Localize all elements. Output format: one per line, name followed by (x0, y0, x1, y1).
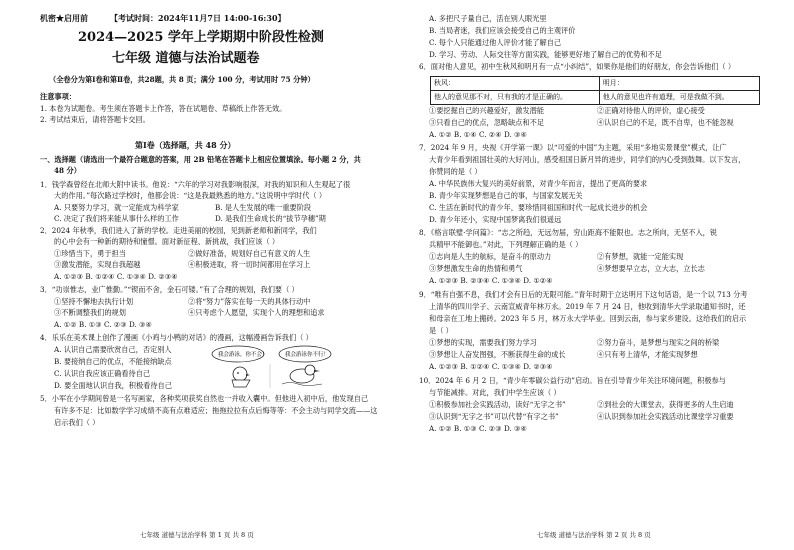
q7-option-c: C. 生活在新时代的青少年，要珍惜同祖国和时代一起成长进步的机会 (429, 203, 648, 212)
q6-table-header-left: 秋风： (431, 77, 600, 91)
q6-item-3: ③只看自己的优点，忽略缺点和不足 (429, 118, 545, 127)
q10-item-4: ④认识到参加社会实践活动比课堂学习重要 (597, 412, 734, 421)
exam-title: 2024—2025 学年上学期期中阶段性检测 (78, 30, 324, 45)
q5-option-b: B. 当局者迷，我们应该会接受自己的主观评价 (429, 26, 576, 35)
q2-item-2: ②做好准备，规划好自己有意义的人生 (188, 249, 311, 258)
q10-options: A. ①② B. ①③ C. ②③ D. ③④ (429, 424, 527, 433)
comic-left-speech: 我会游泳，你不会！ (218, 352, 268, 358)
q6-stem: 6．面对他人意见，初中生秋风和明月有一点“小纠结”，如果你是他们的好朋友，你会告诉他们（ ） (419, 62, 736, 71)
q1-stem-2: 大的作用。”每次路过学校时，他都会说：“这是我最熟悉的地方。”这说明中学时代（ ） (54, 191, 327, 200)
q6-table-cell-left: 他人的意见那不对，只有我的才是正确的。 (431, 91, 600, 105)
notice-heading: 注意事项： (40, 92, 76, 101)
q9-item-4: ④只有考上清华，才能实现梦想 (597, 350, 698, 359)
q10-item-1: ①积极参加社会实践活动，读好“无字之书” (429, 400, 566, 409)
q4-option-c: C. 认识自我应该正确看待自己 (54, 369, 151, 378)
part1-instructions-2: 48 分） (54, 166, 81, 175)
q8-options: A. ①②③ B. ②③④ C. ①③④ D. ①②④ (429, 276, 553, 285)
q10-item-3: ③认识到“无字之书”可以代替“有字之书” (429, 412, 559, 421)
q2-options: A. ①②③ B. ①②④ C. ①③④ D. ②③④ (54, 272, 178, 281)
notice-2: 2. 考试结束后，请将答题卡交回。 (40, 115, 150, 124)
q5-option-c: C. 每个人只能通过他人评价才能了解自己 (429, 38, 562, 47)
q9-stem-4: 是（ ） (429, 326, 453, 335)
q5-stem: 5．小军在小学期间曾是一名写画家，各种奖项获奖自然也一并收入囊中。但他进入初中后，他发现自己 (40, 394, 369, 403)
notice-1: 1. 本卷为试题卷。考生须在答题卡上作答，答在试题卷、草稿纸上作答无效。 (40, 104, 287, 113)
q9-item-3: ③梦想让人奋发图强，不断获得生命的成长 (429, 350, 566, 359)
q8-item-2: ②有梦想，就能一定能实现 (597, 252, 684, 261)
q2-item-1: ①珍惜当下，勇于担当 (54, 249, 126, 258)
subject-title: 七年级 道德与法治试题卷 (112, 51, 260, 66)
q1-stem: 1．钱学森曾经在北师大附中读书。他说：“六年的学习对我影响很深，对我的知识和人生观起了很 (40, 180, 351, 189)
q6-options: A. ①② B. ①④ C. ②④ D. ③④ (429, 130, 527, 139)
q5-option-d: D. 学习、劳动、人际交往等方面实践，能够更好地了解自己的优势和不足 (429, 50, 662, 59)
q8-item-1: ①志向是人生的航标，是奋斗的原动力 (429, 252, 552, 261)
q2-stem: 2．2024 年秋季，我们进入了新的学校。走进美丽的校园，见到新老师和新同学，我们 (40, 226, 317, 235)
q5-option-a: A. 多把尺子量自己，活在别人眼光里 (429, 14, 547, 23)
page-2-footer: 七年级 道德与法治学科 第 2 页 共 8 页 (537, 531, 651, 539)
q6-item-4: ④认识自己的不足，既不自卑，也不能忽视 (597, 118, 734, 127)
q8-stem-2: 兵精甲不能御也。”对此，下列理解正确的是（ ） (429, 240, 583, 249)
q9-stem: 9．“唯有自强不息，我们才会有日后的无限可能。”青年时期于立达明月下这句话语，是一个以 713 分考 (419, 290, 748, 299)
q7-stem-2: 大青少年看到祖国壮美的大好河山，感受祖国日新月异的进步，同学们的内心受到鼓舞。以下发言， (429, 155, 746, 164)
q6-item-2: ②正确对待他人的评价，虚心接受 (597, 106, 705, 115)
q2-item-3: ③激发潜能，实现自我超越 (54, 260, 141, 269)
q3-options: A. ①② B. ①③ C. ②③ D. ③④ (54, 320, 152, 329)
q8-item-4: ④梦想要早立志，立大志，立长志 (597, 264, 705, 273)
q3-item-1: ①坚持不懈地去执行计划 (54, 297, 134, 306)
page-1-footer: 七年级 道德与法治学科 第 1 页 共 8 页 (140, 531, 254, 539)
q3-item-4: ④只考虑个人愿望，实现个人的理想和追求 (188, 308, 325, 317)
q9-item-2: ②努力奋斗，是梦想与现实之间的桥梁 (597, 338, 720, 347)
q1-option-b: B. 是人生发展的唯一重要阶段 (215, 203, 312, 212)
q7-option-b: B. 青少年实现梦想是自己的事，与国家发展无关 (429, 191, 583, 200)
q6-table-cell-right: 他人的意见也许有道理，可是我做不到。 (599, 91, 759, 105)
confidential-mark: 机密★启用前 (40, 13, 88, 23)
part1-instructions: 一、选择题（请选出一个最符合题意的答案，用 2B 铅笔在答题卡上相应位置填涂。每小题 2 分，共 (40, 155, 361, 164)
q10-stem: 10．2024 年 6 月 2 日，“青少年零碳公益行动”启动。旨在引导青少年关注环境问题，积极参与 (419, 376, 726, 385)
q10-item-2: ②到社会的大课堂去，获得更多的人生启迪 (597, 400, 734, 409)
q10-stem-2: 与节能减排。对此，我们中学生应该（ ） (429, 388, 561, 397)
comic-illustration (210, 344, 335, 388)
section-title: 第Ⅰ卷（选择题，共 48 分） (135, 140, 236, 150)
q3-item-3: ③不断调整我们的规划 (54, 308, 126, 317)
q6-item-1: ①要挖掘自己的兴趣爱好，激发潜能 (429, 106, 545, 115)
q7-option-a: A. 中华民族伟大复兴的美好前景，对青少年而言，提出了更高的要求 (429, 179, 648, 188)
q4-option-d: D. 要全面地认识自我，积极看待自己 (54, 381, 172, 390)
q9-item-1: ①梦想的实现，需要我们努力学习 (429, 338, 537, 347)
q4-option-b: B. 要接纳自己的优点，不能接纳缺点 (54, 357, 172, 366)
q7-stem-3: 你赞同的是（ ） (429, 167, 482, 176)
q1-option-a: A. 只要努力学习，就一定能成为科学家 (54, 203, 179, 212)
q1-option-c: C. 决定了我们将来能从事什么样的工作 (54, 214, 179, 223)
chick-figure (233, 367, 247, 381)
q9-stem-2: 上清华的四川学子、云南宣威青年林万永。2019 年 7 月 24 日，他收到清华大学录取通知书时，还 (429, 302, 746, 311)
q8-item-3: ③梦想激发生命的热情和勇气 (429, 264, 523, 273)
q5-stem-2: 有许多不足：比如数学学习成绩不高有点难适应；拖拖拉拉有点后悔等等：不会主动与同学交流——这 (54, 406, 378, 415)
q3-stem: 3．“功崇惟志，业广惟勤。”“锲而不舍，金石可镂。”有了合理的规划，我们要（ ） (40, 285, 299, 294)
q6-table-header-right: 明月： (599, 77, 759, 91)
q8-stem: 8．《格言联璧·学问篇》：“志之所趋，无远勿届，穷山距海不能限也。志之所向，无坚不入，锐 (419, 228, 718, 237)
q9-options: A. ①②③ B. ①②④ C. ①③④ D. ②③④ (429, 362, 553, 371)
q5-stem-3: 启示我们（ ） (54, 418, 100, 427)
exam-note: （全卷分为第Ⅰ卷和第Ⅱ卷，共28题，共 8 页；满分 100 分，考试用时 75 分钟） (49, 75, 315, 84)
page-2-body (397, 0, 794, 550)
exam-time: 【考试时间：2024年11月7日 14:00-16:30】 (110, 13, 286, 23)
q7-option-d: D. 青少年还小，实现中国梦离我们很遥远 (429, 215, 562, 224)
q4-option-a: A. 认识自己需要欣赏自己，否定别人 (54, 345, 172, 354)
q7-stem: 7．2024 年 9 月，央视《开学第一课》以“可爱的中国”为主题，采用“多地实景课堂”模式，让广 (419, 143, 727, 152)
q3-item-2: ②将“努力”落实在每一天的具体行动中 (188, 297, 311, 306)
q9-stem-3: 和母亲在工地上搬砖。2023 年 5 月，林万永大学毕业。回到云南，参与家乡建设。这给我们的启示 (429, 314, 747, 323)
q1-option-d: D. 是我们生命成长的“拔节孕穗”期 (215, 214, 326, 223)
q2-stem-2: 的心中会有一种新的期待和憧憬。面对新征程、新挑战，我们应该（ ） (54, 237, 280, 246)
comic-right-speech: 我会游泳你不行！ (285, 352, 330, 358)
q4-stem: 4．乐乐在美术课上创作了漫画《小鸡与小鸭的对话》的漫画，这幅漫画告诉我们（ ） (40, 333, 313, 342)
q2-item-4: ④积极进取，将一切时间都用在学习上 (188, 260, 311, 269)
